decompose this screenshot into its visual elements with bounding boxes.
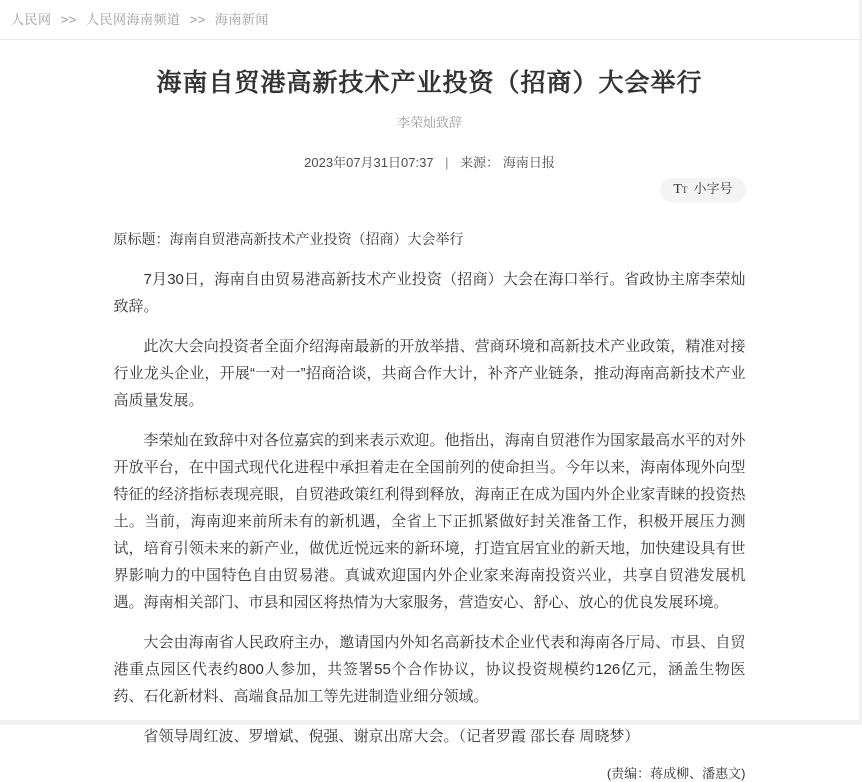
article-toolbar (114, 178, 746, 204)
article-subtitle: 李荣灿致辞 (396, 115, 462, 130)
font-size-button-label: 小字号 (693, 181, 733, 196)
breadcrumb-item-hainan-news[interactable]: 海南新闻 (214, 12, 269, 27)
original-title-label: 原标题： (113, 231, 170, 247)
article-meta (114, 152, 746, 171)
breadcrumb-separator: >> (60, 12, 77, 27)
publish-date: 2023年07月31日07:37 (304, 155, 434, 170)
article-paragraph: 省领导周红波、罗增斌、倪强、谢京出席大会。（记者罗霞 邵长春 周晓梦） (143, 728, 640, 745)
header-divider (0, 39, 859, 40)
font-size-icon: TT (673, 182, 688, 197)
article-body (114, 266, 746, 750)
meta-separator: | (445, 155, 449, 170)
article-paragraph: 大会由海南省人民政府主办，邀请国内外知名高新技术企业代表和海南各厅局、市县、自贸港重点园区代表约800人参加，共签署55个合作协议，协议投资规模约126亿元，涵盖生物医药、石化新材料、高端食品加工等先进制造业细分领域。 (113, 634, 746, 705)
original-title-text: 海南自贸港高新技术产业投资（招商）大会举行 (169, 231, 464, 247)
article-paragraph: 李荣灿在致辞中对各位嘉宾的到来表示欢迎。他指出，海南自贸港作为国家最高水平的对外开放平台，在中国式现代化进程中承担着走在全国前列的使命担当。今年以来，海南体现外向型特征的经济指标表现亮眼，自贸港政策红利得到释放，海南正在成为国内外企业家青睐的投资热土。当前，海南迎来前所未有的新机遇，全省上下正抓紧做好封关准备工作，积极开展压力测试，培育引领未来的新产业，做优近悦远来的新环境，打造宜居宜业的新天地，加快建设具有世界影响力的中国特色自由贸易港。真诚欢迎国内外企业家来海南投资兴业，共享自贸港发展机遇。海南相关部门、市县和园区将热情为大家服务，营造安心、舒心、放心的优良发展环境。 (113, 432, 746, 611)
editor-note: (责编：蒋成柳、潘惠文) (606, 766, 746, 781)
original-title (114, 229, 746, 249)
source-label: 来源： (460, 155, 500, 170)
breadcrumb-item-peoples-daily[interactable]: 人民网 (11, 12, 52, 27)
breadcrumb-item-hainan-channel[interactable]: 人民网海南频道 (85, 12, 181, 27)
breadcrumb-separator: >> (189, 12, 206, 27)
article-paragraph: 7月30日，海南自由贸易港高新技术产业投资（招商）大会在海口举行。省政协主席李荣灿致辞。 (113, 271, 746, 315)
page-title: 海南自贸港高新技术产业投资（招商）大会举行 (156, 69, 703, 97)
font-size-button[interactable] (660, 178, 745, 202)
breadcrumb (0, 0, 859, 39)
article-container (114, 67, 746, 782)
source-name[interactable]: 海南日报 (502, 155, 555, 170)
article-paragraph: 此次大会向投资者全面介绍海南最新的开放举措、营商环境和高新技术产业政策，精准对接行业龙头企业，开展“一对一”招商洽谈，共商合作大计，补齐产业链条，推动海南高新技术产业高质量发展。 (113, 338, 746, 409)
